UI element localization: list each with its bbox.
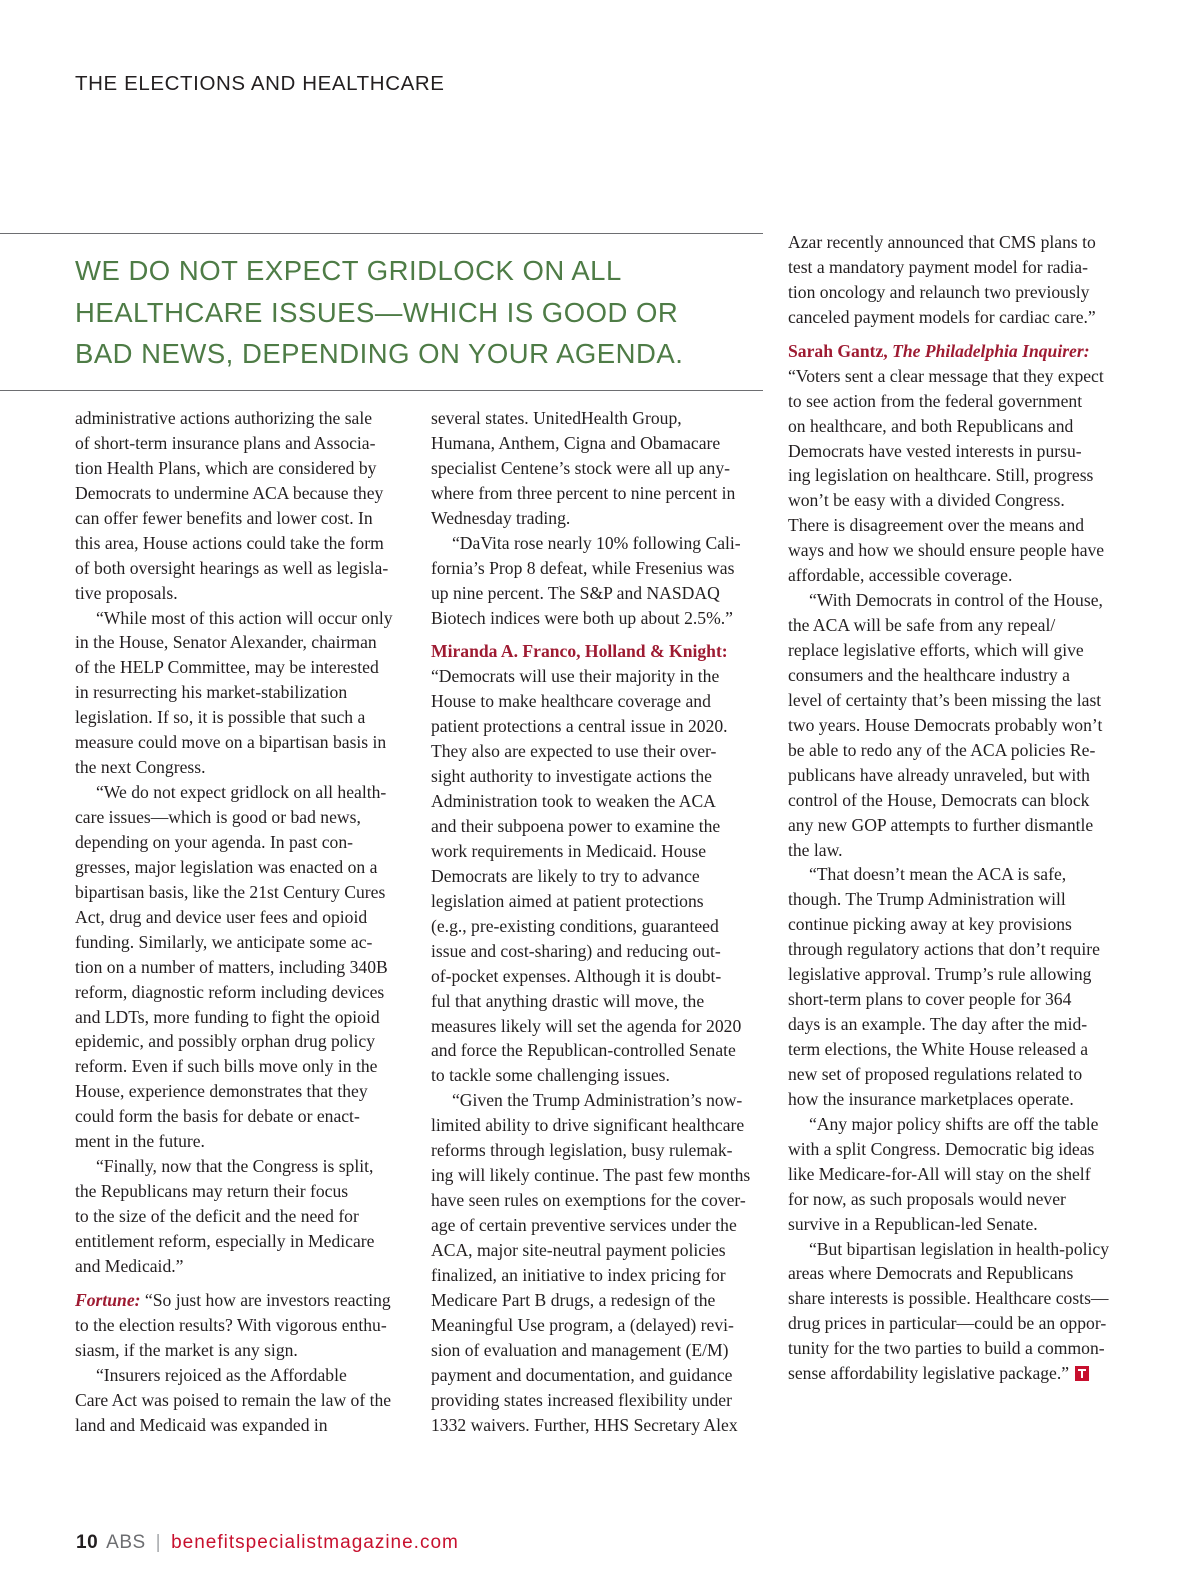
paragraph-line: patient protections a central issue in 2020. (431, 716, 728, 737)
paragraph-line: gresses, major legislation was enacted on a (75, 856, 378, 877)
paragraph-line: ACA, major site-neutral payment policies (431, 1239, 726, 1260)
paragraph-line: tion Health Plans, which are considered by (75, 457, 377, 478)
paragraph-line: siasm, if the market is any sign. (75, 1339, 298, 1360)
paragraph-line: sight authority to investigate actions the (431, 766, 712, 787)
article-column-3 (788, 230, 1124, 1386)
paragraph-line: won’t be easy with a divided Congress. (788, 490, 1065, 511)
paragraph-line: 1332 waivers. Further, HHS Secretary Alex (431, 1414, 738, 1435)
page-number: 10 (76, 1532, 99, 1553)
paragraph-line: to the size of the deficit and the need for (75, 1206, 359, 1226)
paragraph-line: Act, drug and device user fees and opioid (75, 906, 368, 927)
paragraph-line: any new GOP attempts to further dismantle (788, 814, 1094, 835)
paragraph-line: legislation aimed at patient protections (431, 890, 704, 911)
paragraph-line: Azar recently announced that CMS plans to (788, 232, 1096, 252)
paragraph-line: and LDTs, more funding to fight the opioid (75, 1006, 380, 1027)
paragraph-line: test a mandatory payment model for radia- (788, 256, 1088, 277)
paragraph-line: through regulatory actions that don’t require (788, 939, 1100, 960)
paragraph-line: Wednesday trading. (431, 507, 571, 528)
paragraph-line: to see action from the federal government (788, 390, 1083, 411)
section-title: THE ELECTIONS AND HEALTHCARE (75, 72, 445, 95)
paragraph-line: “Insurers rejoiced as the Affordable (96, 1364, 347, 1385)
paragraph-line: payment and documentation, and guidance (431, 1364, 733, 1385)
paragraph-line: can offer fewer benefits and lower cost. In (75, 507, 373, 528)
paragraph-line: “But bipartisan legislation in health-policy (809, 1238, 1110, 1259)
magazine-url-link[interactable]: benefitspecialistmagazine.com (171, 1532, 459, 1553)
paragraph-line: of short-term insurance plans and Associa- (75, 432, 376, 453)
paragraph (431, 406, 767, 531)
paragraph-line: several states. UnitedHealth Group, (431, 408, 682, 428)
pullquote-line: HEALTHCARE ISSUES—WHICH IS GOOD OR (75, 296, 679, 328)
paragraph-line: administrative actions authorizing the sale (75, 408, 373, 428)
source-gantz-outlet: The Philadelphia Inquirer: (892, 340, 1090, 361)
paragraph (788, 862, 1124, 1111)
paragraph-line: canceled payment models for cardiac care.” (788, 306, 1096, 327)
paragraph-line: funding. Similarly, we anticipate some ac- (75, 931, 373, 952)
paragraph (75, 406, 413, 606)
paragraph-line: publicans have already unraveled, but with (788, 764, 1090, 785)
article-column-1 (75, 406, 413, 1437)
paragraph-line: days is an example. The day after the mid- (788, 1014, 1088, 1035)
paragraph-line: on healthcare, and both Republicans and (788, 415, 1074, 436)
paragraph (788, 230, 1124, 330)
paragraph-line: of the HELP Committee, may be interested (75, 657, 379, 678)
paragraph-line: House to make healthcare coverage and (431, 691, 711, 712)
paragraph-line: ways and how we should ensure people have (788, 540, 1105, 561)
paragraph-line: ful that anything drastic will move, the (431, 990, 705, 1011)
footer-separator: | (155, 1532, 162, 1553)
paragraph-line: level of certainty that’s been missing the last (788, 689, 1102, 710)
paragraph-line: term elections, the White House released a (788, 1039, 1089, 1059)
paragraph-line: Humana, Anthem, Cigna and Obamacare (431, 432, 721, 453)
paragraph-line: the law. (788, 839, 843, 860)
paragraph-line: “So just how are investors reacting (140, 1289, 391, 1310)
paragraph (431, 1088, 767, 1437)
paragraph-line: Care Act was poised to remain the law of the (75, 1389, 392, 1410)
paragraph-line: “That doesn’t mean the ACA is safe, (809, 864, 1067, 885)
paragraph-line: “With Democrats in control of the House, (809, 590, 1103, 611)
paragraph-line: “DaVita rose nearly 10% following Cali- (452, 532, 741, 553)
paragraph-line: Democrats are likely to try to advance (431, 865, 700, 886)
paragraph-line: tunity for the two parties to build a common- (788, 1338, 1105, 1359)
paragraph-line: ing will likely continue. The past few months (431, 1165, 751, 1186)
paragraph-line: ing legislation on healthcare. Still, progress (788, 465, 1094, 486)
paragraph-line: House, experience demonstrates that they (75, 1081, 368, 1102)
paragraph-line: consumers and the healthcare industry a (788, 664, 1070, 685)
paragraph-line: sense affordability legislative package.” (788, 1361, 1124, 1386)
paragraph-line: epidemic, and possibly orphan drug policy (75, 1031, 376, 1052)
paragraph-line: reforms through legislation, busy rulemak- (431, 1140, 733, 1161)
paragraph (788, 588, 1124, 862)
paragraph-line: this area, House actions could take the form (75, 532, 384, 553)
paragraph-line: in resurrecting his market-stabilization (75, 682, 348, 703)
paragraph-line: areas where Democrats and Republicans (788, 1263, 1074, 1284)
paragraph-line: “Finally, now that the Congress is split, (96, 1156, 374, 1177)
paragraph-line: where from three percent to nine percent in (431, 482, 736, 503)
paragraph-line: the next Congress. (75, 757, 206, 778)
paragraph-line: of-pocket expenses. Although it is doubt- (431, 965, 722, 986)
paragraph-line: sion of evaluation and management (E/M) (431, 1339, 729, 1360)
source-gantz-name: Sarah Gantz, (788, 340, 893, 361)
source-franco: Miranda A. Franco, Holland & Knight: (431, 641, 728, 662)
paragraph-line: with a split Congress. Democratic big ideas (788, 1138, 1095, 1159)
paragraph-line: land and Medicaid was expanded in (75, 1414, 328, 1435)
paragraph-line: age of certain preventive services under the (431, 1215, 737, 1235)
paragraph-line: Administration took to weaken the ACA (431, 791, 716, 812)
paragraph-line: There is disagreement over the means and (788, 515, 1085, 536)
paragraph-line: measure could move on a bipartisan basis in (75, 732, 387, 753)
paragraph-line: They also are expected to use their over- (431, 741, 717, 762)
source-gantz (788, 339, 1124, 364)
paragraph (75, 606, 413, 781)
paragraph-line: depending on your agenda. In past con- (75, 831, 353, 852)
paragraph-line: reform. Even if such bills move only in the (75, 1056, 378, 1077)
paragraph-line: short-term plans to cover people for 364 (788, 989, 1072, 1010)
paragraph-line: “While most of this action will occur only (96, 607, 393, 628)
paragraph (431, 664, 767, 1088)
paragraph-line: survive in a Republican-led Senate. (788, 1213, 1038, 1234)
paragraph-line: like Medicare-for-All will stay on the shelf (788, 1163, 1091, 1184)
paragraph-line: Medicare Part B drugs, a redesign of the (431, 1289, 716, 1310)
paragraph-line: reform, diagnostic reform including devices (75, 981, 385, 1002)
paragraph-line: to tackle some challenging issues. (431, 1065, 670, 1086)
pullquote-line: WE DO NOT EXPECT GRIDLOCK ON ALL (75, 255, 622, 286)
paragraph-line: entitlement reform, especially in Medicare (75, 1230, 375, 1251)
paragraph-line: Biotech indices were both up about 2.5%.” (431, 607, 733, 628)
source-fortune: Fortune: (75, 1289, 141, 1310)
source-line-fortune (75, 1288, 413, 1313)
paragraph-line: could form the basis for debate or enact- (75, 1106, 360, 1127)
paragraph-line: work requirements in Medicaid. House (431, 840, 707, 861)
paragraph-line: fornia’s Prop 8 defeat, while Fresenius was (431, 557, 735, 578)
paragraph (75, 1363, 413, 1438)
pullquote-bottom-rule (0, 390, 763, 391)
paragraph-line: specialist Centene’s stock were all up any- (431, 457, 730, 478)
paragraph (75, 1313, 413, 1363)
paragraph (788, 1237, 1124, 1387)
paragraph-line: up nine percent. The S&P and NASDAQ (431, 582, 720, 603)
paragraph (788, 364, 1124, 588)
paragraph-line: control of the House, Democrats can block (788, 789, 1090, 810)
paragraph-line: have seen rules on exemptions for the cover- (431, 1190, 746, 1211)
paragraph-line: and Medicaid.” (75, 1255, 184, 1276)
paragraph-line: share interests is possible. Healthcare costs— (788, 1288, 1109, 1309)
paragraph-line: in the House, Senator Alexander, chairman (75, 632, 377, 653)
magazine-abbrev: ABS (106, 1532, 146, 1553)
paragraph-line: Democrats have vested interests in pursu- (788, 440, 1082, 461)
paragraph-line: for now, as such proposals would never (788, 1188, 1066, 1209)
paragraph-line: drug prices in particular—could be an oppor- (788, 1313, 1107, 1334)
pullquote (75, 250, 765, 375)
paragraph-line: affordable, accessible coverage. (788, 565, 1013, 586)
paragraph-line: Democrats to undermine ACA because they (75, 482, 384, 503)
paragraph-line: continue picking away at key provisions (788, 914, 1072, 935)
paragraph-line: ment in the future. (75, 1131, 205, 1152)
paragraph-line: two years. House Democrats probably won’t (788, 714, 1103, 735)
paragraph-line: of both oversight hearings as well as legisla- (75, 557, 389, 578)
paragraph (788, 1112, 1124, 1237)
paragraph (75, 780, 413, 1154)
paragraph-line: replace legislative efforts, which will give (788, 640, 1084, 660)
paragraph-line: Meaningful Use program, a (delayed) revi- (431, 1314, 734, 1335)
paragraph-line: care issues—which is good or bad news, (75, 807, 361, 827)
paragraph-line: limited ability to drive significant healthcare (431, 1115, 745, 1136)
pullquote-top-rule (0, 233, 763, 234)
paragraph (75, 1154, 413, 1279)
paragraph-line: the ACA will be safe from any repeal/ (788, 615, 1056, 636)
paragraph-line: tive proposals. (75, 582, 178, 603)
paragraph-line: bipartisan basis, like the 21st Century Cures (75, 881, 386, 902)
paragraph-line: finalized, an initiative to index pricing for (431, 1264, 726, 1285)
article-column-2 (431, 406, 767, 1437)
paragraph-line: measures likely will set the agenda for 2020 (431, 1015, 742, 1036)
paragraph-line: “Given the Trump Administration’s now- (452, 1090, 743, 1111)
paragraph-line: and force the Republican-controlled Senate (431, 1040, 736, 1061)
page-footer (76, 1532, 459, 1554)
paragraph-line: the Republicans may return their focus (75, 1181, 349, 1202)
paragraph-line: “Voters sent a clear message that they expect (788, 365, 1104, 386)
paragraph-line: legislative approval. Trump’s rule allowing (788, 964, 1092, 985)
paragraph-line: “We do not expect gridlock on all health- (96, 782, 387, 803)
paragraph-line: issue and cost-sharing) and reducing out- (431, 940, 721, 961)
paragraph-line: be able to redo any of the ACA policies Re- (788, 739, 1096, 760)
paragraph-line: “Democrats will use their majority in the (431, 666, 720, 687)
paragraph (431, 531, 767, 631)
paragraph-line: how the insurance marketplaces operate. (788, 1088, 1074, 1109)
article-end-mark-icon (1075, 1366, 1089, 1381)
paragraph-line: (e.g., pre-existing conditions, guaranteed (431, 915, 719, 936)
paragraph-line: legislation. If so, it is possible that such a (75, 707, 366, 728)
paragraph-line: tion oncology and relaunch two previously (788, 281, 1090, 302)
paragraph-line: providing states increased flexibility under (431, 1389, 732, 1410)
paragraph-line: new set of proposed regulations related to (788, 1063, 1083, 1084)
paragraph-line: tion on a number of matters, including 340B (75, 956, 388, 977)
paragraph-line: and their subpoena power to examine the (431, 816, 721, 836)
paragraph-line: “Any major policy shifts are off the table (809, 1113, 1099, 1134)
pullquote-line: BAD NEWS, DEPENDING ON YOUR AGENDA. (75, 338, 684, 369)
paragraph-line: though. The Trump Administration will (788, 889, 1066, 910)
paragraph-line: to the election results? With vigorous enthu- (75, 1314, 387, 1335)
